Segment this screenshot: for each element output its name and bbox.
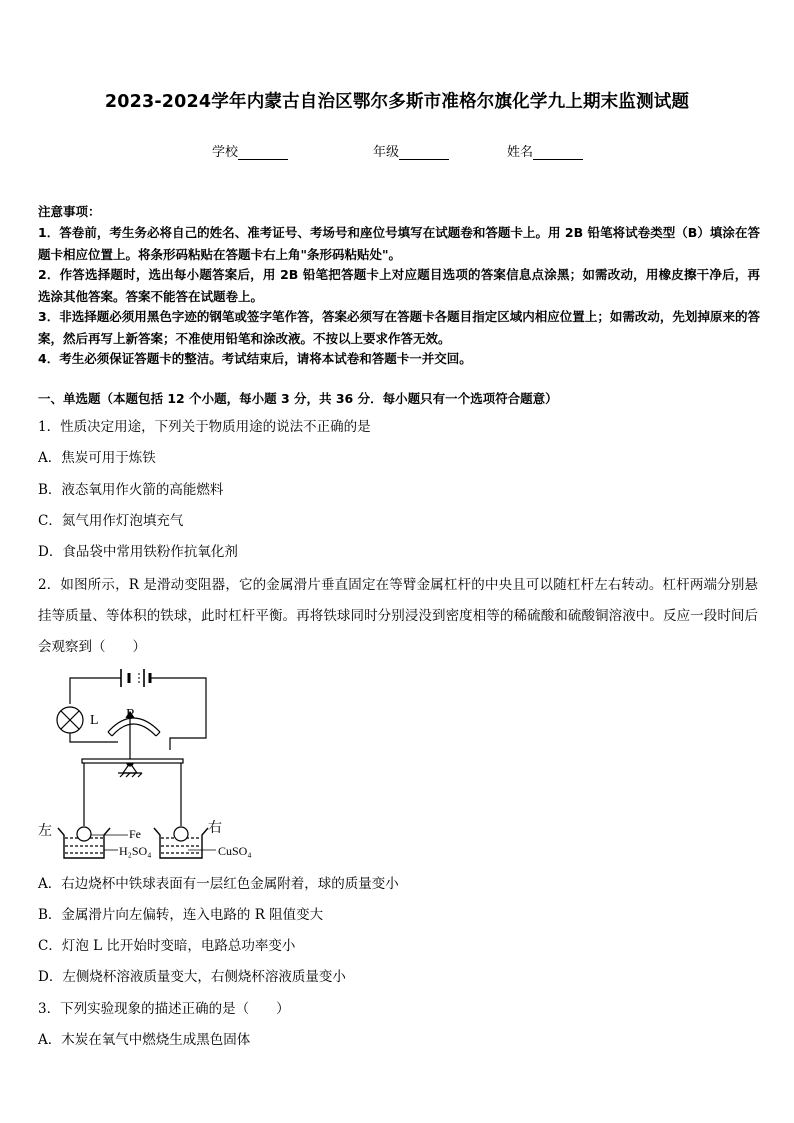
notice-item-2: 2．作答选择题时，选出每小题答案后，用 2B 铅笔把答题卡上对应题目选项的答案信息点涂黑；如需改动，用橡皮擦干净后，再选涂其他答案。答案不能答在试题卷上。 [38, 267, 760, 304]
question-1-stem: 1．性质决定用途，下列关于物质用途的说法不正确的是 [38, 419, 371, 435]
question-1-option-c[interactable]: C．氮气用作灯泡填充气 [38, 513, 184, 529]
question-2-option-c[interactable]: C．灯泡 L 比开始时变暗，电路总功率变小 [38, 938, 296, 954]
section-heading-single-choice: 一、单选题（本题包括 12 个小题，每小题 3 分，共 36 分．每小题只有一个选项符合题意） [38, 391, 558, 406]
h2so4-label: H₂SO₄ [119, 844, 152, 858]
school-blank[interactable] [238, 145, 288, 160]
question-2-option-d[interactable]: D．左侧烧杯溶液质量变大，右侧烧杯溶液质量变小 [38, 969, 346, 985]
school-label: 学校 [212, 145, 239, 160]
lever-bar [82, 759, 183, 763]
question-3-stem: 3．下列实验现象的描述正确的是（ ） [38, 1001, 290, 1017]
resistor-label: R [126, 707, 136, 722]
name-label: 姓名 [507, 145, 534, 160]
grade-blank[interactable] [399, 145, 449, 160]
question-3-option-a[interactable]: A．木炭在氧气中燃烧生成黑色固体 [38, 1032, 251, 1048]
cuso4-label: CuSO₄ [218, 844, 252, 858]
circuit-diagram [38, 660, 278, 860]
right-iron-ball [174, 827, 188, 841]
page-title: 2023-2024学年内蒙古自治区鄂尔多斯市准格尔旗化学九上期末监测试题 [104, 92, 690, 112]
grade-field[interactable] [373, 141, 449, 160]
question-1-option-d[interactable]: D．食品袋中常用铁粉作抗氧化剂 [38, 544, 238, 560]
question-2-option-b[interactable]: B．金属滑片向左偏转，连入电路的 R 阻值变大 [38, 907, 324, 923]
right-label: 右 [208, 821, 222, 836]
notice-item-4: 4．考生必须保证答题卡的整洁。考试结束后，请将本试卷和答题卡一并交回。 [38, 351, 472, 366]
notice-item-1: 1．答卷前，考生务必将自己的姓名、准考证号、考场号和座位号填写在试题卷和答题卡上。用 2B 铅笔将试卷类型（B）填涂在答题卡相应位置上。将条形码粘贴在答题卡右上角"条形码粘贴处"。 [38, 225, 760, 262]
notice-item-3: 3．非选择题必须用黑色字迹的钢笔或签字笔作答，答案必须写在答题卡各题目指定区域内相应位置上；如需改动，先划掉原来的答案，然后再写上新答案；不准使用铅笔和涂改液。不按以上要求作答无效。 [38, 309, 760, 346]
name-blank[interactable] [533, 145, 583, 160]
left-iron-ball [77, 827, 91, 841]
fe-label: Fe [129, 827, 141, 841]
lamp-label: L [90, 713, 99, 728]
notice-heading: 注意事项： [38, 204, 101, 219]
left-label: 左 [38, 824, 52, 839]
question-2-option-a[interactable]: A．右边烧杯中铁球表面有一层红色金属附着，球的质量变小 [38, 876, 399, 892]
name-field[interactable] [507, 141, 583, 160]
question-2-stem: 2．如图所示，R 是滑动变阻器，它的金属滑片垂直固定在等臂金属杠杆的中央且可以随杠杆左右转动。杠杆两端分别悬挂等质量、等体积的铁球，此时杠杆平衡。再将铁球同时分别浸没到密度相等的稀硫酸和硫酸铜溶液中。反应一段时间后会观察到（ ） [38, 577, 758, 655]
grade-label: 年级 [373, 145, 400, 160]
question-1-option-a[interactable]: A．焦炭可用于炼铁 [38, 450, 156, 466]
school-field[interactable] [212, 141, 288, 160]
question-1-option-b[interactable]: B．液态氧用作火箭的高能燃料 [38, 482, 224, 498]
